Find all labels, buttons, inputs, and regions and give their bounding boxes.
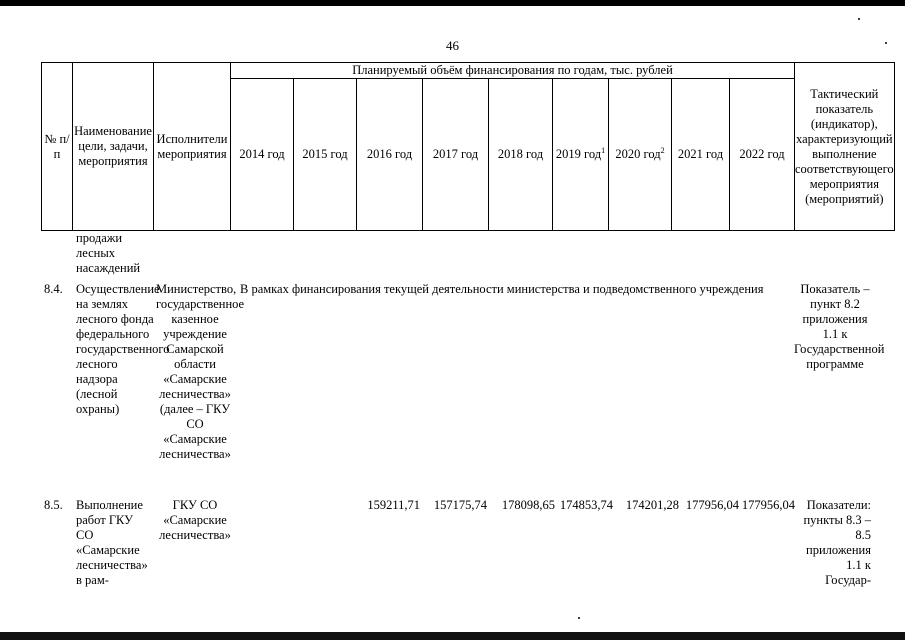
header-plan: Планируемый объём финансирования по годам, тыс. рублей xyxy=(231,63,795,79)
value-cell: 178098,65 xyxy=(501,498,555,512)
top-border xyxy=(0,0,905,6)
header-name: Наименование цели, задачи, мероприятия xyxy=(73,63,154,231)
row-executor: ГКУ СО «Самарские лесничества» xyxy=(159,498,231,542)
header-year xyxy=(553,79,609,231)
row-financing-text: В рамках финансирования текущей деятельности министерства и подведомственного учреждения xyxy=(240,282,764,296)
value-cell: 174853,74 xyxy=(559,498,613,512)
row-name: Осуществление на землях лесного фонда федерального государственного лесного надзора (лесной охраны) xyxy=(76,282,170,416)
row-indicator: Показатели: пункты 8.3 – 8.5 приложения 1.1 к Государ- xyxy=(803,498,871,587)
header-indicator: Тактический показатель (индикатор), характеризующий выполнение соответствующего мероприятия (мероприятий) xyxy=(795,63,895,231)
header-year: 2018 год xyxy=(489,79,553,231)
value-cell: 174201,28 xyxy=(625,498,679,512)
bottom-border xyxy=(0,632,905,640)
year-label: 2019 год xyxy=(555,147,602,161)
row-num: 8.5. xyxy=(44,498,63,512)
row-name: Выполнение работ ГКУ СО «Самарские лесничества» в рам- xyxy=(76,498,148,587)
scan-speck xyxy=(858,18,860,20)
row-indicator: Показатель – пункт 8.2 приложения 1.1 к Государственной программе xyxy=(794,282,885,371)
header-year: 2014 год xyxy=(231,79,294,231)
value-cell: 177956,04 xyxy=(741,498,795,512)
scan-speck xyxy=(578,617,580,619)
value-cell: 159211,71 xyxy=(367,498,420,512)
continuation-text: продажи лесных насаждений xyxy=(76,231,141,275)
page-number: 46 xyxy=(446,38,459,53)
header-year: 2015 год xyxy=(294,79,357,231)
header-num: № п/п xyxy=(42,63,73,231)
footnote-mark: 1 xyxy=(601,145,606,155)
header-year: 2021 год xyxy=(672,79,730,231)
header-executor: Исполнители мероприятия xyxy=(154,63,231,231)
header-year: 2022 год xyxy=(730,79,795,231)
header-year: 2016 год xyxy=(357,79,423,231)
header-year: 2017 год xyxy=(423,79,489,231)
value-cell: 157175,74 xyxy=(433,498,487,512)
header-year xyxy=(609,79,672,231)
value-cell: 177956,04 xyxy=(685,498,739,512)
footnote-mark: 2 xyxy=(660,145,665,155)
row-executor: Министерство, государственное казенное учреждение Самарской области «Самарские лесничества» (далее – ГКУ СО «Самарские лесничества» xyxy=(156,282,245,461)
table-header xyxy=(41,62,895,231)
year-label: 2020 год xyxy=(615,147,661,161)
row-num: 8.4. xyxy=(44,282,63,296)
